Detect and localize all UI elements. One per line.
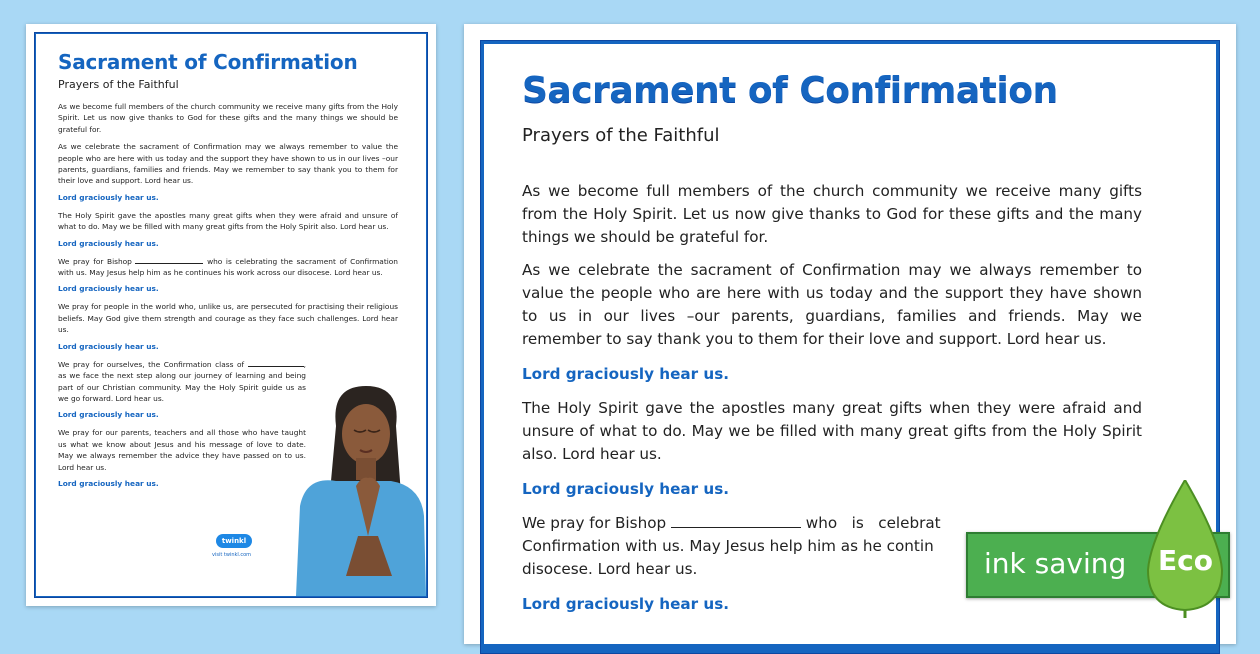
thumbnail-response: Lord graciously hear us. bbox=[58, 284, 159, 294]
detail-response: Lord graciously hear us. bbox=[522, 480, 730, 498]
detail-p4-before: We pray for Bishop bbox=[522, 514, 667, 532]
thumbnail-paragraph-6 bbox=[58, 359, 306, 405]
p4-before: We pray for Bishop bbox=[58, 256, 132, 266]
thumbnail-response: Lord graciously hear us. bbox=[58, 192, 159, 202]
thumbnail-paragraph-1: As we become full members of the church community we receive many gifts from the Holy Spirit. Let us now give thanks to God for these gifts and the many things we should be grateful for. bbox=[58, 102, 398, 134]
page-subtitle: Prayers of the Faithful bbox=[522, 125, 720, 146]
detail-bishop-name-blank bbox=[671, 527, 801, 528]
twinkl-logo: twinkl bbox=[216, 534, 252, 548]
thumbnail-response: Lord graciously hear us. bbox=[58, 410, 159, 420]
detail-response: Lord graciously hear us. bbox=[522, 595, 730, 613]
detail-paragraph-3: The Holy Spirit gave the apostles many great gifts when they were afraid and unsure of what to do. May we be filled with many great gifts from the Holy Spirit also. Lord hear us. bbox=[522, 399, 1142, 463]
detail-p4-line3: disocese. Lord hear us. bbox=[522, 560, 698, 578]
ink-saving-label: ink saving bbox=[984, 547, 1127, 580]
thumbnail-paragraph-2: As we celebrate the sacrament of Confirmation may we always remember to value the people who are here with us today and the support they have shown to us in our lives –our parents, guardians, families and friends. May we remember to say thank you to them for their love and support. Lord hear us. bbox=[58, 142, 398, 186]
thumbnail-inner bbox=[36, 34, 426, 596]
bishop-name-blank bbox=[135, 263, 203, 264]
thumbnail-title: Sacrament of Confirmation bbox=[58, 50, 358, 74]
eco-label: Eco bbox=[1158, 544, 1213, 577]
p6-after: , as we face the next step along our journey of learning and being part of our Christian community. May the Holy Spirit guide us as we go forward. Lord hear us. bbox=[58, 359, 306, 403]
thumbnail-paragraph-3: The Holy Spirit gave the apostles many great gifts when they were afraid and unsure of what to do. May we be filled with many great gifts from the Holy Spirit also. Lord hear us. bbox=[58, 210, 398, 232]
detail-paragraph-2: As we celebrate the sacrament of Confirmation may we always remember to value the people who are here with us today and the support they have shown to us in our lives –our parents, guardians, families and friends. May we remember to say thank you to them for their love and support. Lord hear us. bbox=[522, 261, 1142, 348]
twinkl-url: visit twinkl.com bbox=[212, 552, 252, 558]
thumbnail-subtitle: Prayers of the Faithful bbox=[58, 78, 179, 91]
detail-response: Lord graciously hear us. bbox=[522, 365, 730, 383]
praying-girl-illustration bbox=[296, 386, 426, 596]
p6-before: We pray for ourselves, the Confirmation class of bbox=[58, 359, 245, 369]
detail-p4-line2: Confirmation with us. May Jesus help him as he contin bbox=[522, 537, 934, 555]
thumbnail-paragraph-4 bbox=[58, 256, 398, 279]
detail-p4-mid: who is celebrat bbox=[805, 514, 941, 532]
thumbnail-paragraph-5: We pray for people in the world who, unlike us, are persecuted for practising their religious beliefs. May God give them strength and courage as they face such challenges. Lord hear us. bbox=[58, 302, 398, 335]
page-title: Sacrament of Confirmation bbox=[522, 70, 1058, 111]
thumbnail-response: Lord graciously hear us. bbox=[58, 478, 159, 488]
detail-paragraph-1: As we become full members of the church community we receive many gifts from the Holy Spirit. Let us now give thanks to God for these gifts and the many things we should be grateful for. bbox=[522, 182, 1142, 246]
thumbnail-response: Lord graciously hear us. bbox=[58, 238, 159, 248]
p4-after: who is celebrating the sacrament of Confirmation with us. May Jesus help him as he continues his work across our disocese. Lord hear us. bbox=[58, 256, 398, 278]
thumbnail-page[interactable] bbox=[26, 24, 436, 606]
class-name-blank bbox=[248, 366, 304, 367]
thumbnail-response: Lord graciously hear us. bbox=[58, 341, 159, 351]
thumbnail-paragraph-7: We pray for our parents, teachers and all those who have taught us what we know about Jesus and his message of love to date. May we always remember the advice they have passed on to us. Lord hear us. bbox=[58, 428, 306, 472]
